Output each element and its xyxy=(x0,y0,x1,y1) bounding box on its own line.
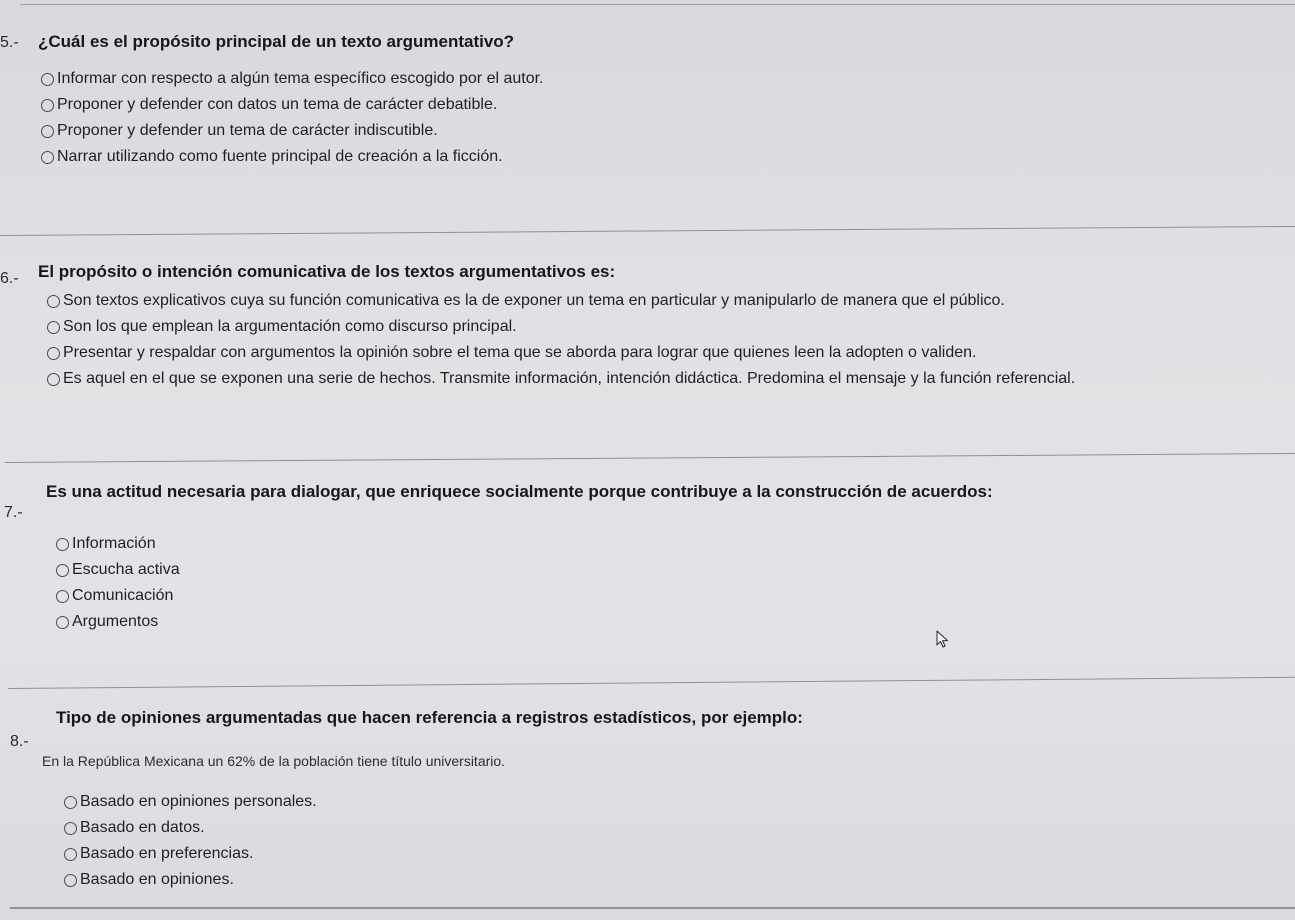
answer-option[interactable] xyxy=(41,66,544,92)
answer-options xyxy=(56,531,180,635)
radio-button-icon[interactable] xyxy=(47,321,60,334)
radio-button-icon[interactable] xyxy=(64,796,77,809)
answer-option-label: Basado en datos. xyxy=(80,819,205,836)
answer-option-label: Basado en opiniones. xyxy=(80,871,234,888)
answer-option[interactable] xyxy=(41,144,544,170)
radio-button-icon[interactable] xyxy=(64,848,77,861)
answer-option[interactable] xyxy=(47,340,1075,366)
question-number: 7.- xyxy=(4,504,23,521)
question-divider xyxy=(0,226,1295,236)
radio-button-icon[interactable] xyxy=(41,125,54,138)
question-number: 8.- xyxy=(10,733,29,750)
radio-button-icon[interactable] xyxy=(47,347,60,360)
answer-option[interactable] xyxy=(64,789,317,815)
radio-button-icon[interactable] xyxy=(41,151,54,164)
answer-option[interactable] xyxy=(56,531,180,557)
radio-button-icon[interactable] xyxy=(64,874,77,887)
question-example: En la República Mexicana un 62% de la población tiene título universitario. xyxy=(42,753,506,769)
question-title: Tipo de opiniones argumentadas que hacen referencia a registros estadísticos, por ejemplo: xyxy=(56,708,803,727)
answer-option-label: Basado en opiniones personales. xyxy=(80,793,317,810)
answer-option-label: Basado en preferencias. xyxy=(80,845,254,862)
answer-option[interactable] xyxy=(47,288,1075,314)
radio-button-icon[interactable] xyxy=(47,295,60,308)
question-number: 5.- xyxy=(0,34,19,51)
answer-option-label: Informar con respecto a algún tema específico escogido por el autor. xyxy=(57,70,544,87)
answer-option[interactable] xyxy=(64,867,317,893)
answer-option-label: Proponer y defender un tema de carácter indiscutible. xyxy=(57,122,438,139)
radio-button-icon[interactable] xyxy=(56,538,69,551)
question-divider xyxy=(5,453,1295,463)
answer-option[interactable] xyxy=(41,92,544,118)
answer-option-label: Escucha activa xyxy=(72,561,180,578)
answer-option[interactable] xyxy=(41,118,544,144)
answer-option-label: Son los que emplean la argumentación como discurso principal. xyxy=(63,318,517,335)
radio-button-icon[interactable] xyxy=(64,822,77,835)
radio-button-icon[interactable] xyxy=(56,564,69,577)
answer-option-label: Información xyxy=(72,535,156,552)
question-title: Es una actitud necesaria para dialogar, que enriquece socialmente porque contribuye a la construcción de acuerdos: xyxy=(46,482,993,501)
answer-option-label: Son textos explicativos cuya su función comunicativa es la de exponer un tema en particular y manipularlo de manera que el público. xyxy=(63,292,1005,309)
answer-option[interactable] xyxy=(64,841,317,867)
question-title: ¿Cuál es el propósito principal de un texto argumentativo? xyxy=(38,32,515,51)
radio-button-icon[interactable] xyxy=(47,373,60,386)
radio-button-icon[interactable] xyxy=(56,590,69,603)
answer-options xyxy=(41,66,544,170)
answer-option[interactable] xyxy=(64,815,317,841)
question-title: El propósito o intención comunicativa de los textos argumentativos es: xyxy=(38,262,616,281)
answer-option-label: Presentar y respaldar con argumentos la opinión sobre el tema que se aborda para lograr que quienes leen la adopten o validen. xyxy=(63,344,977,361)
answer-option[interactable] xyxy=(47,314,1075,340)
answer-option-label: Proponer y defender con datos un tema de carácter debatible. xyxy=(57,96,498,113)
answer-options xyxy=(64,789,317,893)
question-number: 6.- xyxy=(0,270,19,287)
answer-option-label: Argumentos xyxy=(72,613,159,630)
radio-button-icon[interactable] xyxy=(41,73,54,86)
answer-option[interactable] xyxy=(47,366,1075,392)
answer-option-label: Es aquel en el que se exponen una serie de hechos. Transmite información, intención didáctica. Predomina el mensaje y la función referencial. xyxy=(63,370,1076,387)
answer-option[interactable] xyxy=(56,583,180,609)
radio-button-icon[interactable] xyxy=(41,99,54,112)
radio-button-icon[interactable] xyxy=(56,616,69,629)
answer-options xyxy=(47,288,1075,392)
mouse-pointer-icon xyxy=(936,630,950,650)
top-divider xyxy=(20,4,1295,5)
answer-option-label: Comunicación xyxy=(72,587,174,604)
answer-option[interactable] xyxy=(56,609,180,635)
question-divider xyxy=(8,677,1295,689)
bottom-divider xyxy=(10,907,1295,909)
answer-option[interactable] xyxy=(56,557,180,583)
answer-option-label: Narrar utilizando como fuente principal de creación a la ficción. xyxy=(57,148,503,165)
